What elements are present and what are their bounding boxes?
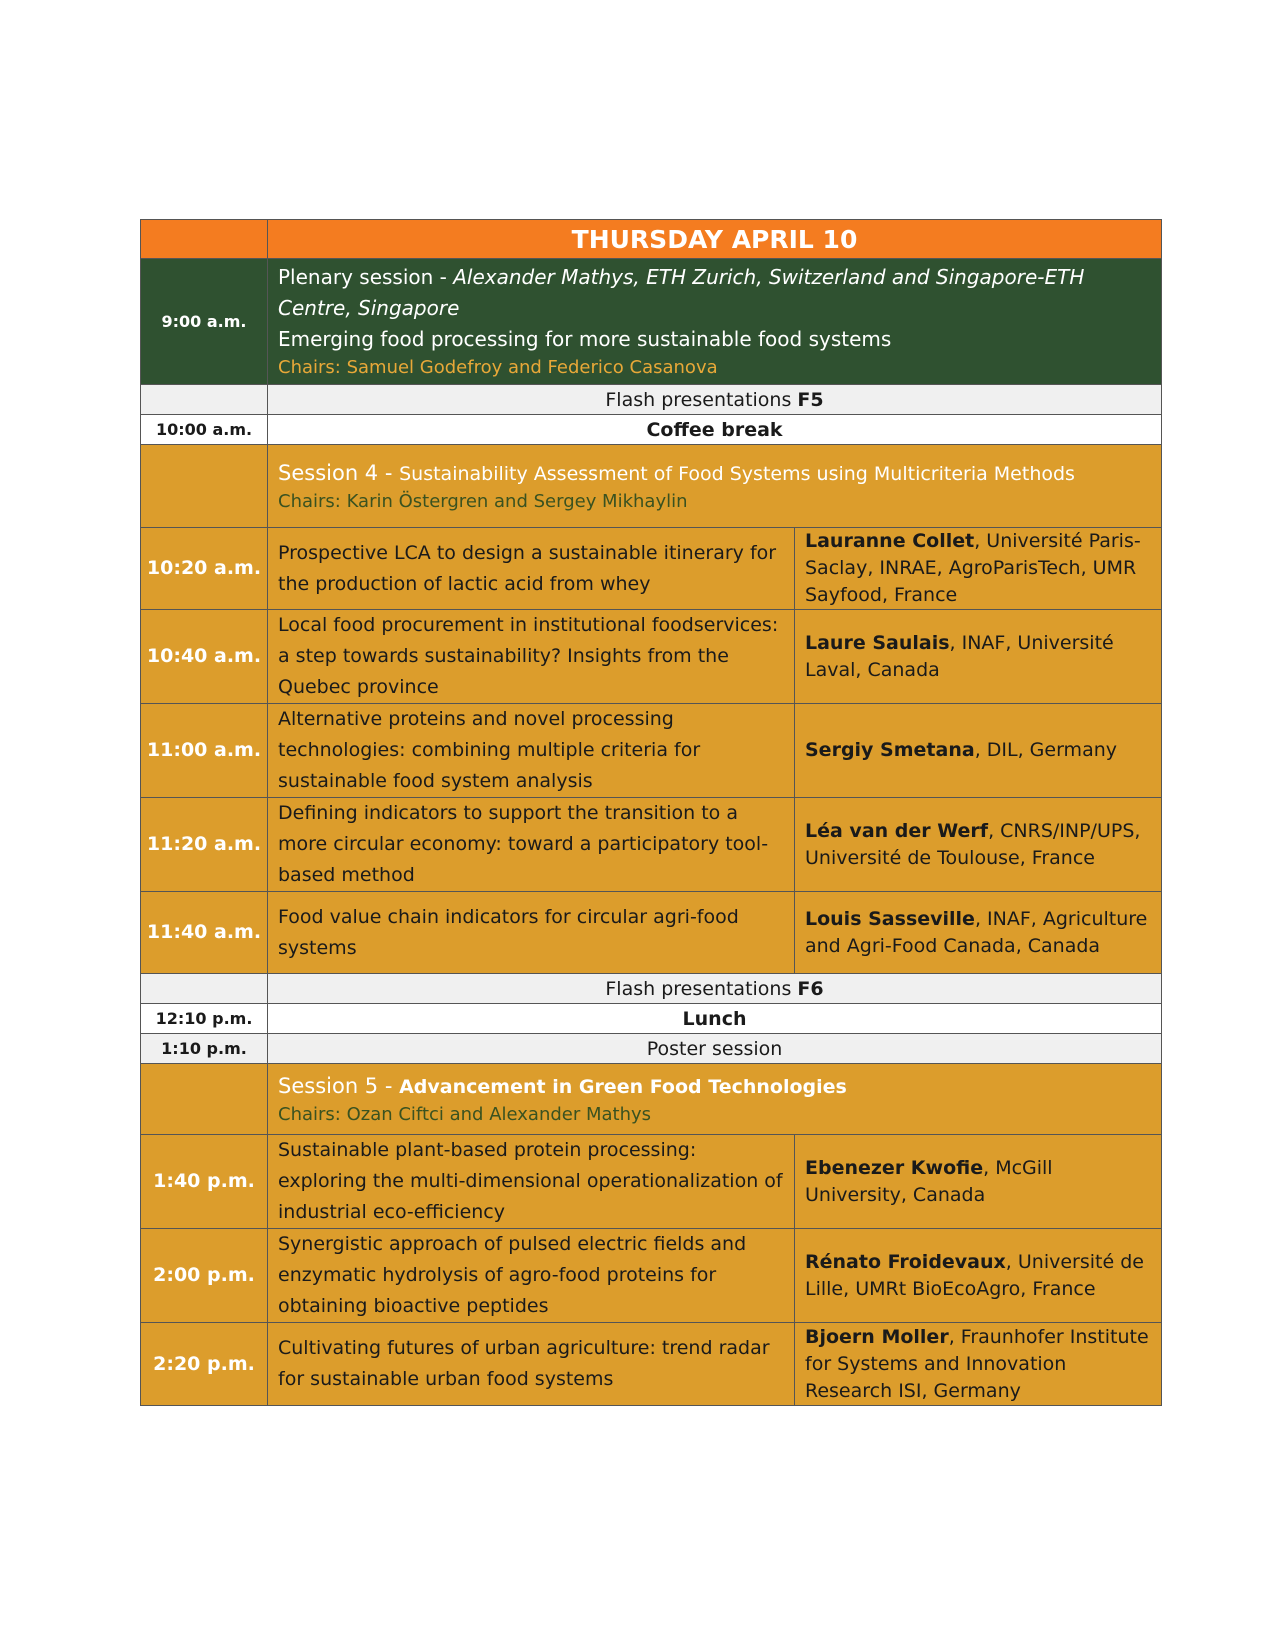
- session5-label: Session 5 -: [278, 1073, 400, 1098]
- flash-time-empty: [141, 385, 268, 415]
- talk-speaker: [795, 528, 1162, 610]
- speaker-affiliation: , McGill University, Canada: [805, 1156, 1053, 1206]
- session5-title-line: [278, 1071, 1151, 1102]
- talk-title: Cultivating futures of urban agriculture: trend radar for sustainable urban food systems: [268, 1323, 795, 1406]
- speaker-affiliation: , Université de Lille, UMRt BioEcoAgro, France: [805, 1250, 1144, 1300]
- session4-title: Sustainability Assessment of Food Systems using Multicriteria Methods: [399, 462, 1075, 485]
- plenary-chairs: Chairs: Samuel Godefroy and Federico Casanova: [278, 357, 718, 378]
- flash-time-empty: [141, 974, 268, 1004]
- talk-speaker: [795, 704, 1162, 798]
- speaker-name: Lauranne Collet: [805, 530, 975, 552]
- plenary-time: 9:00 a.m.: [141, 259, 268, 385]
- coffee-time: 10:00 a.m.: [141, 415, 268, 445]
- talk-time: 2:20 p.m.: [141, 1323, 268, 1406]
- talk-title: Food value chain indicators for circular agri-food systems: [268, 892, 795, 974]
- flash-row-f6: [141, 974, 1162, 1004]
- talk-title: Prospective LCA to design a sustainable itinerary for the production of lactic acid from whey: [268, 528, 795, 610]
- speaker-affiliation: , DIL, Germany: [974, 739, 1117, 761]
- talk-title: Local food procurement in institutional foodservices: a step towards sustainability? Insights from the Quebec province: [268, 610, 795, 704]
- speaker-name: Rénato Froidevaux: [805, 1250, 1006, 1273]
- session5-time-empty: [141, 1064, 268, 1135]
- talk-title: Defining indicators to support the transition to a more circular economy: toward a participatory tool-based method: [268, 798, 795, 892]
- speaker-affiliation: , Fraunhofer Institute for Systems and Innovation Research ISI, Germany: [805, 1325, 1149, 1402]
- speaker-affiliation: , INAF, Agriculture and Agri-Food Canada, Canada: [805, 907, 1148, 957]
- session5-title: Advancement in Green Food Technologies: [399, 1075, 847, 1098]
- plenary-label: Plenary session -: [278, 265, 454, 289]
- header-empty-cell: [141, 220, 268, 259]
- talk-time: 1:40 p.m.: [141, 1135, 268, 1229]
- session4-label: Session 4 -: [278, 460, 400, 485]
- flash-row-f5: [141, 385, 1162, 415]
- flash-label: Flash presentations: [605, 977, 798, 1000]
- speaker-name: Louis Sasseville: [805, 907, 975, 930]
- lunch-label: Lunch: [268, 1004, 1162, 1034]
- talk-time: 10:20 a.m.: [141, 528, 268, 610]
- session5-header: [268, 1064, 1162, 1135]
- session4-time-empty: [141, 445, 268, 528]
- talk-time: 10:40 a.m.: [141, 610, 268, 704]
- speaker-name: Bjoern Moller: [805, 1325, 949, 1348]
- poster-row: [141, 1034, 1162, 1064]
- talk-speaker: [795, 892, 1162, 974]
- talk-time: 2:00 p.m.: [141, 1229, 268, 1323]
- plenary-topic: Emerging food processing for more sustainable food systems: [278, 327, 892, 351]
- plenary-row: [141, 259, 1162, 385]
- talk-speaker: [795, 798, 1162, 892]
- lunch-row: [141, 1004, 1162, 1034]
- speaker-affiliation: , CNRS/INP/UPS, Université de Toulouse, France: [805, 819, 1141, 869]
- flash-code: F6: [797, 977, 824, 1000]
- flash-label: Flash presentations: [605, 388, 798, 411]
- speaker-affiliation: , Université Paris-Saclay, INRAE, AgroParisTech, UMR Sayfood, France: [805, 530, 1141, 606]
- talk-title: Synergistic approach of pulsed electric fields and enzymatic hydrolysis of agro-food proteins for obtaining bioactive peptides: [268, 1229, 795, 1323]
- session5-header-row: [141, 1064, 1162, 1135]
- plenary-heading: [278, 262, 1151, 324]
- flash-presentations-f5: [268, 385, 1162, 415]
- flash-code: F5: [797, 388, 824, 411]
- lunch-time: 12:10 p.m.: [141, 1004, 268, 1034]
- poster-time: 1:10 p.m.: [141, 1034, 268, 1064]
- session4-header-row: [141, 445, 1162, 528]
- coffee-break-label: Coffee break: [268, 415, 1162, 445]
- day-title: THURSDAY APRIL 10: [268, 220, 1162, 259]
- talk-time: 11:20 a.m.: [141, 798, 268, 892]
- speaker-name: Laure Saulais: [805, 631, 950, 654]
- talk-time: 11:40 a.m.: [141, 892, 268, 974]
- talk-title: Sustainable plant-based protein processing: exploring the multi-dimensional operationalization of industrial eco-efficiency: [268, 1135, 795, 1229]
- talk-speaker: [795, 1135, 1162, 1229]
- poster-session-label: Poster session: [268, 1034, 1162, 1064]
- schedule-table: [140, 219, 1162, 1406]
- talk-title: Alternative proteins and novel processing technologies: combining multiple criteria for sustainable food system analysis: [268, 704, 795, 798]
- speaker-affiliation: , INAF, Université Laval, Canada: [805, 631, 1114, 681]
- flash-presentations-f6: [268, 974, 1162, 1004]
- talk-speaker: [795, 1323, 1162, 1406]
- coffee-row: [141, 415, 1162, 445]
- talk-speaker: [795, 610, 1162, 704]
- plenary-content: [268, 259, 1162, 385]
- plenary-speaker: Alexander Mathys, ETH Zurich, Switzerland and Singapore-ETH Centre, Singapore: [278, 265, 1085, 320]
- session4-chairs: Chairs: Karin Östergren and Sergey Mikhaylin: [278, 490, 688, 512]
- speaker-name: Léa van der Werf: [805, 819, 989, 842]
- talk-row: [141, 610, 1162, 704]
- session5-chairs: Chairs: Ozan Ciftci and Alexander Mathys: [278, 1103, 652, 1125]
- talk-row: [141, 1323, 1162, 1406]
- talk-row: [141, 1135, 1162, 1229]
- talk-row: [141, 798, 1162, 892]
- talk-row: [141, 704, 1162, 798]
- day-header-row: [141, 220, 1162, 259]
- talk-row: [141, 1229, 1162, 1323]
- talk-row: [141, 892, 1162, 974]
- session4-title-line: [278, 458, 1151, 489]
- talk-speaker: [795, 1229, 1162, 1323]
- talk-row: [141, 528, 1162, 610]
- speaker-name: Ebenezer Kwofie: [805, 1156, 984, 1179]
- session4-header: [268, 445, 1162, 528]
- talk-time: 11:00 a.m.: [141, 704, 268, 798]
- speaker-name: Sergiy Smetana: [805, 739, 975, 761]
